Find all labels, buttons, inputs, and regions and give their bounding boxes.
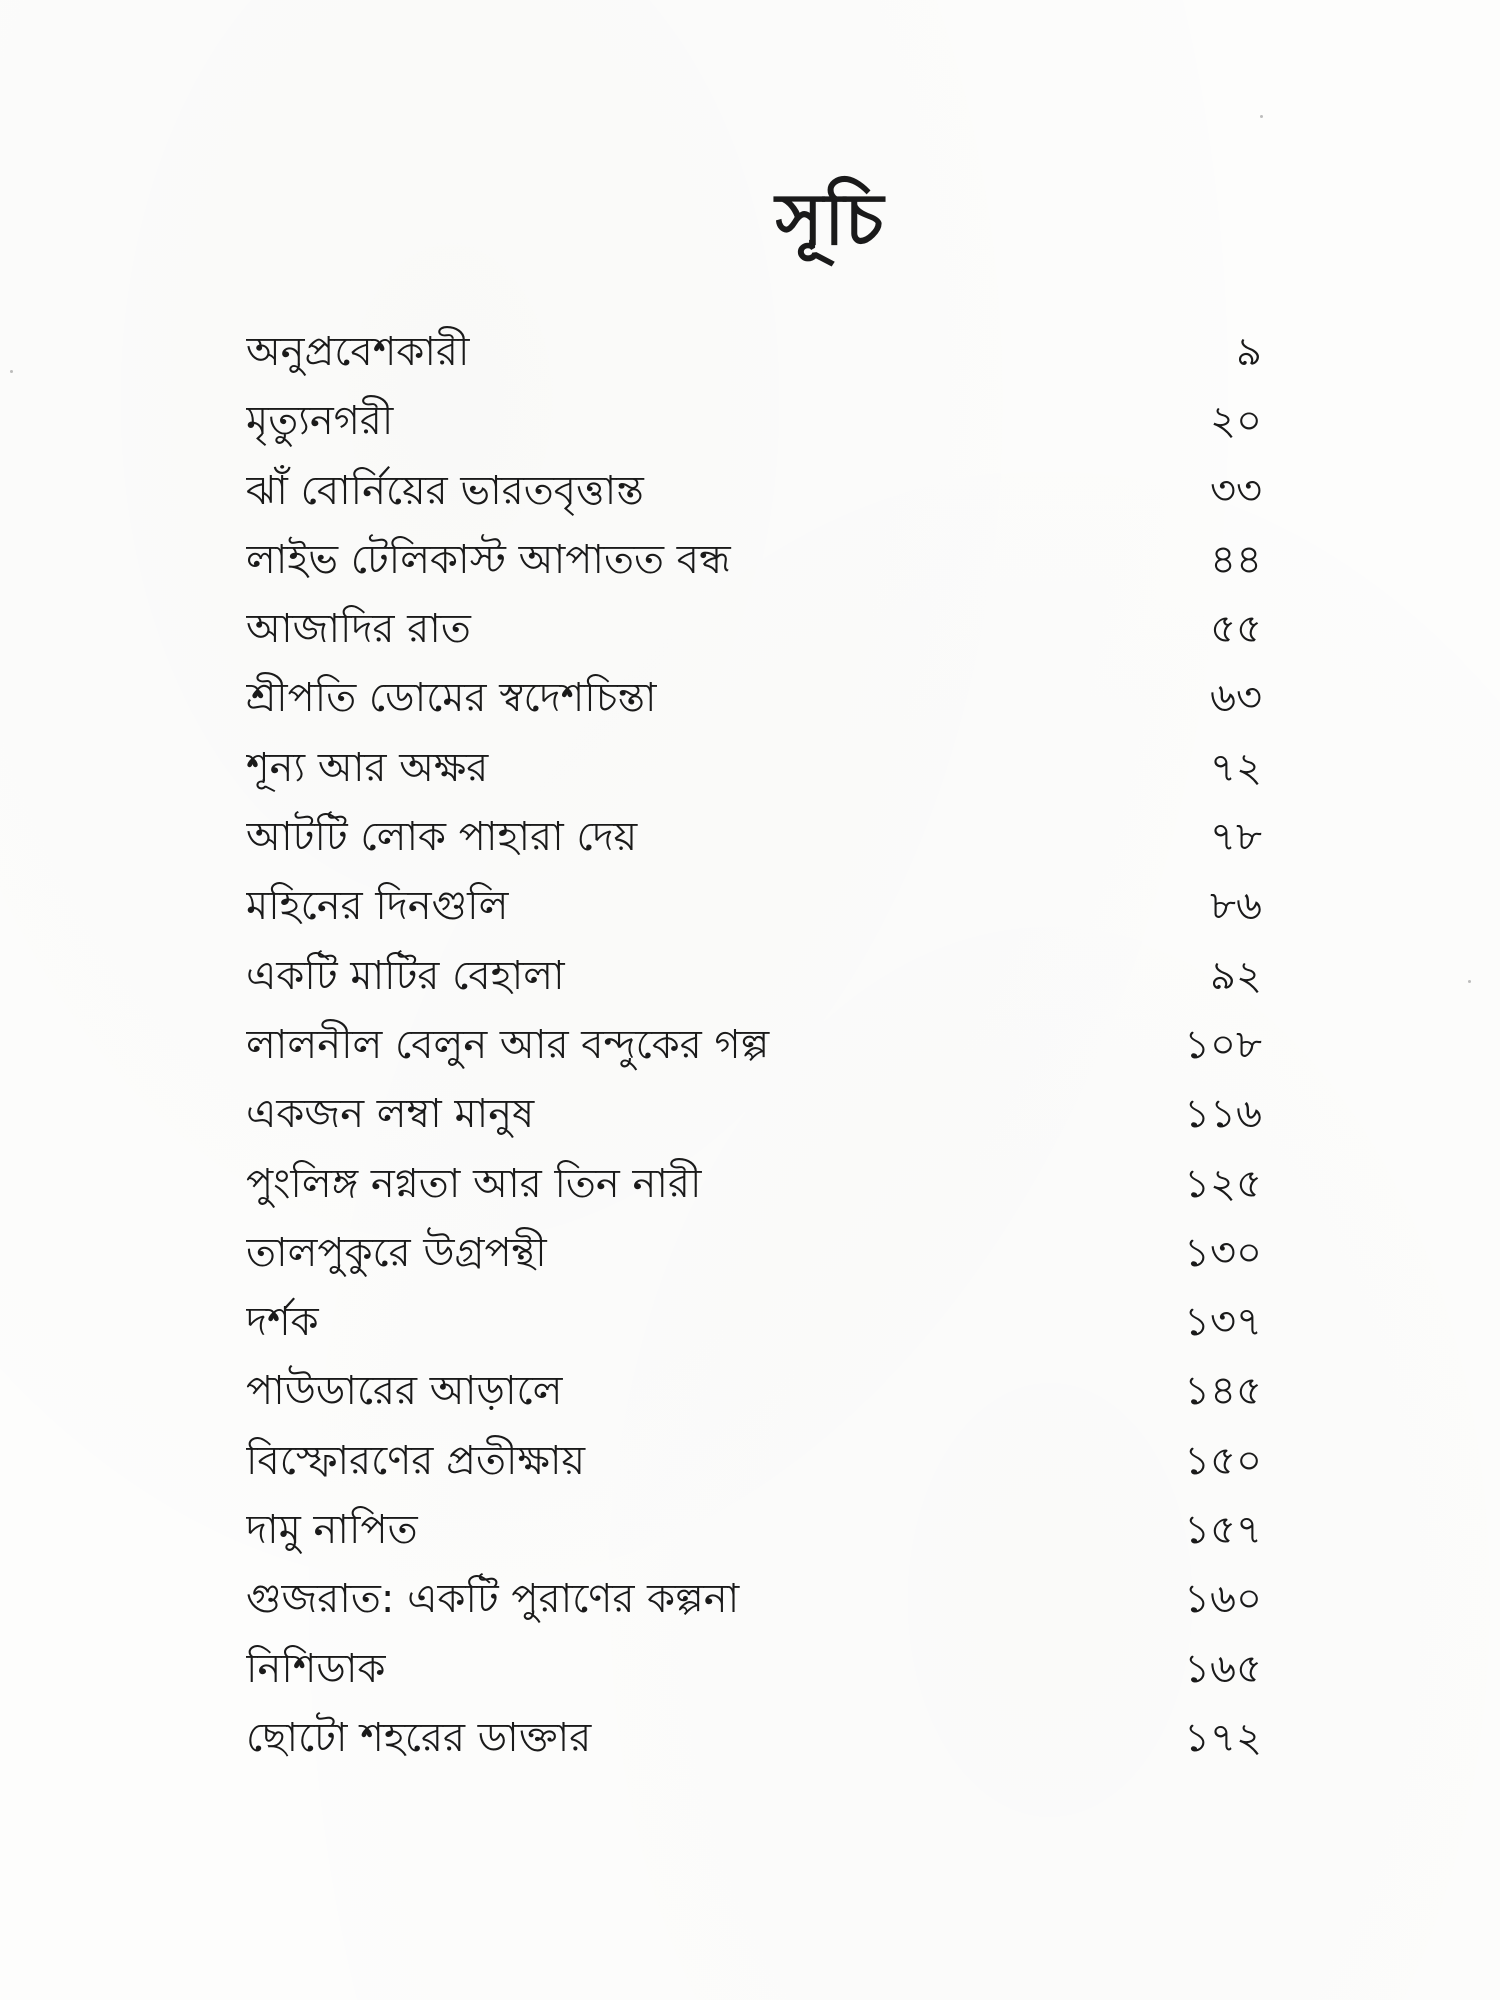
toc-entry-page: ১৬০ [1184,1576,1262,1623]
toc-entry-title: লালনীল বেলুন আর বন্দুকের গল্প [246,1021,770,1068]
toc-entry[interactable] [246,734,1262,803]
toc-entry-title: অনুপ্রবেশকারী [246,329,470,375]
toc-entry[interactable] [246,1635,1262,1704]
toc-entry-page: ১০৮ [1184,1021,1262,1068]
toc-entry-title: একজন লম্বা মানুষ [246,1091,535,1138]
toc-entry[interactable] [246,526,1262,595]
toc-entry-title: আটটি লোক পাহারা দেয় [246,814,638,861]
toc-entry-page: ১৫৭ [1184,1507,1262,1554]
toc-entry-title: লাইভ টেলিকাস্ট আপাতত বন্ধ [246,536,731,583]
toc-entry-title: মহিনের দিনগুলি [246,883,509,930]
toc-entry[interactable] [246,595,1262,664]
paper-speck [1468,980,1471,983]
toc-entry-page: ১২৫ [1184,1160,1262,1207]
toc-entry-page: ২০ [1209,398,1262,445]
toc-entry-page: ৬৩ [1209,675,1262,722]
toc-entry[interactable] [246,1565,1262,1634]
toc-entry-title: মৃত্যুনগরী [246,398,394,445]
toc-entry-title: একটি মাটির বেহালা [246,952,565,999]
toc-entry-page: ৪৪ [1210,536,1262,583]
toc-entry-page: ১৪৫ [1184,1368,1262,1415]
toc-entry[interactable] [246,1150,1262,1219]
toc-entry-title: শূন্য আর অক্ষর [246,744,489,791]
toc-entry[interactable] [246,803,1262,872]
toc-entry[interactable] [246,664,1262,733]
toc-entry-page: ৭৮ [1210,814,1262,861]
paper-speck [10,370,13,373]
toc-entry[interactable] [246,387,1262,456]
toc-entry-title: নিশিডাক [246,1645,386,1692]
toc-entry[interactable] [246,318,1262,387]
toc-entry-page: ৯২ [1210,952,1262,999]
toc-entry-title: দর্শক [246,1299,319,1346]
toc-entry-title: তালপুকুরে উগ্রপন্থী [246,1229,547,1276]
toc-entry[interactable] [246,1496,1262,1565]
toc-entry-title: দামু নাপিত [246,1507,418,1554]
toc-entry-page: ১১৬ [1184,1091,1262,1138]
toc-entry[interactable] [246,1704,1262,1773]
page-title: সূচি [775,177,885,262]
toc-entry-title: ঝাঁ বোর্নিয়ের ভারতবৃত্তান্ত [246,467,644,514]
toc-entry-title: ছোটো শহরের ডাক্তার [246,1714,592,1761]
toc-entry[interactable] [246,457,1262,526]
toc-entry-title: গুজরাত: একটি পুরাণের কল্পনা [246,1576,740,1623]
toc-entry-page: ৫৫ [1210,606,1262,653]
toc-entry-title: আজাদির রাত [246,606,471,653]
toc-entry-page: ১৩০ [1184,1229,1262,1276]
toc-entry[interactable] [246,1288,1262,1357]
toc-entry-page: ৩৩ [1209,467,1262,514]
toc-entry[interactable] [246,1219,1262,1288]
toc-entry-title: পুংলিঙ্গ নগ্নতা আর তিন নারী [246,1160,702,1207]
toc-entry-page: ১৩৭ [1184,1299,1262,1346]
toc-entry-title: শ্রীপতি ডোমের স্বদেশচিন্তা [246,675,657,722]
toc-entry-page: ৭২ [1209,744,1262,791]
table-of-contents [246,318,1262,1773]
toc-entry[interactable] [246,1080,1262,1149]
toc-entry[interactable] [246,872,1262,941]
paper-speck [1260,115,1263,118]
toc-entry-page: ১৫০ [1184,1437,1262,1484]
toc-entry-title: পাউডারের আড়ালে [246,1368,563,1415]
toc-entry-page: ১৬৫ [1184,1645,1262,1692]
toc-entry[interactable] [246,942,1262,1011]
toc-entry-page: ১৭২ [1184,1714,1262,1761]
toc-entry[interactable] [246,1427,1262,1496]
toc-entry[interactable] [246,1357,1262,1426]
toc-entry-page: ৮৬ [1210,883,1262,930]
toc-entry-page: ৯ [1236,329,1262,375]
toc-entry[interactable] [246,1011,1262,1080]
toc-entry-title: বিস্ফোরণের প্রতীক্ষায় [246,1437,586,1484]
